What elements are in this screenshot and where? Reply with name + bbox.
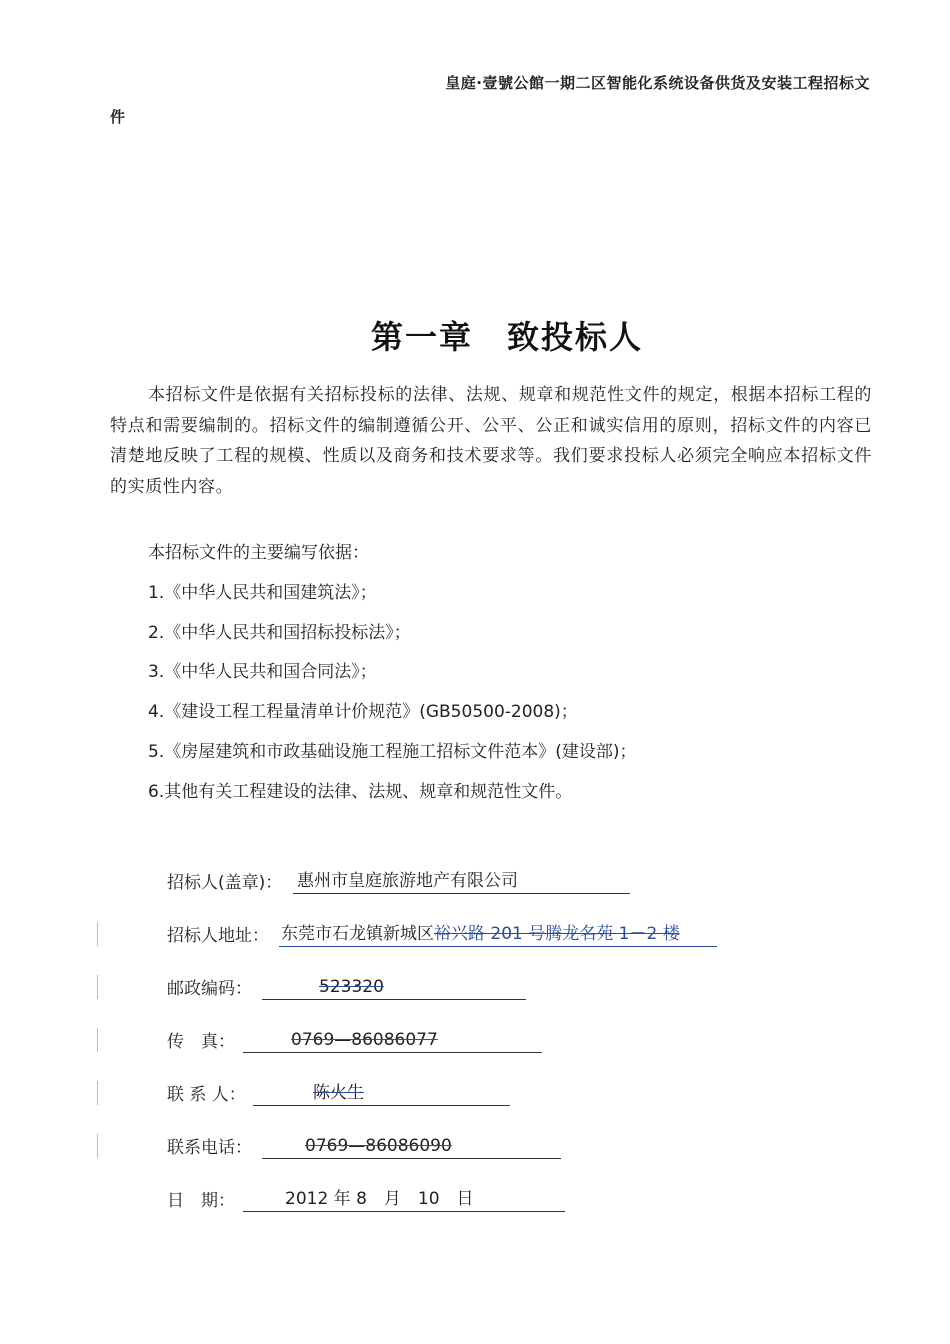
contact-value: 陈火生 — [313, 1083, 364, 1103]
contact-field — [167, 1080, 364, 1110]
contact-underline — [253, 1085, 510, 1106]
fax-label: 传 真： — [167, 1032, 235, 1052]
document-header-continued: 件 — [110, 108, 126, 126]
address-text: 东莞市石龙镇新城区 — [281, 924, 434, 944]
basis-item: 1.《中华人民共和国建筑法》； — [148, 582, 377, 603]
revision-marker — [97, 975, 98, 999]
basis-item: 3.《中华人民共和国合同法》； — [148, 662, 377, 683]
phone-value: 0769—86086090 — [305, 1136, 452, 1156]
tenderer-value: 惠州市皇庭旅游地产有限公司 — [297, 871, 518, 891]
tenderer-label: 招标人(盖章)： — [167, 873, 283, 893]
tenderer-field — [167, 868, 518, 898]
chapter-title: 第一章 致投标人 — [370, 318, 643, 356]
revision-marker — [97, 1081, 98, 1105]
postcode-value: 523320 — [319, 977, 384, 997]
phone-label: 联系电话： — [167, 1138, 252, 1158]
revision-marker — [97, 922, 98, 946]
address-label: 招标人地址： — [167, 926, 269, 946]
date-value: 2012 年 8 月 10 日 — [285, 1189, 474, 1209]
postcode-label: 邮政编码： — [167, 979, 252, 999]
revision-marker — [97, 1028, 98, 1052]
postcode-underline — [262, 979, 526, 1000]
basis-item: 2.《中华人民共和国招标投标法》； — [148, 622, 411, 643]
basis-item: 6.其他有关工程建设的法律、法规、规章和规范性文件。 — [148, 781, 573, 802]
basis-item: 4.《建设工程工程量清单计价规范》(GB50500-2008)； — [148, 702, 578, 723]
address-field — [167, 921, 680, 951]
fax-field — [167, 1027, 438, 1057]
date-label: 日 期： — [167, 1191, 235, 1211]
revision-marker — [97, 1134, 98, 1158]
address-deleted-text: 裕兴路 201 号腾龙名苑 1－2 楼 — [434, 924, 680, 944]
phone-field — [167, 1133, 452, 1163]
basis-heading: 本招标文件的主要编写依据： — [148, 543, 369, 563]
address-value — [281, 919, 680, 949]
date-field — [167, 1186, 474, 1216]
postcode-field — [167, 974, 384, 1004]
intro-paragraph: 本招标文件是依据有关招标投标的法律、法规、规章和规范性文件的规定，根据本招标工程的特点和需要编制的。招标文件的编制遵循公开、公平、公正和诚实信用的原则，招标文件的内容已清楚地反映了工程的规模、性质以及商务和技术要求等。我们要求投标人必须完全响应本招标文件的实质性内容。 — [110, 385, 872, 497]
document-header: 皇庭·壹號公館一期二区智能化系统设备供货及安装工程招标文 — [445, 74, 870, 92]
basis-item: 5.《房屋建筑和市政基础设施工程施工招标文件范本》(建设部)； — [148, 741, 637, 762]
fax-value: 0769—86086077 — [291, 1030, 438, 1050]
contact-label: 联 系 人： — [167, 1085, 246, 1105]
